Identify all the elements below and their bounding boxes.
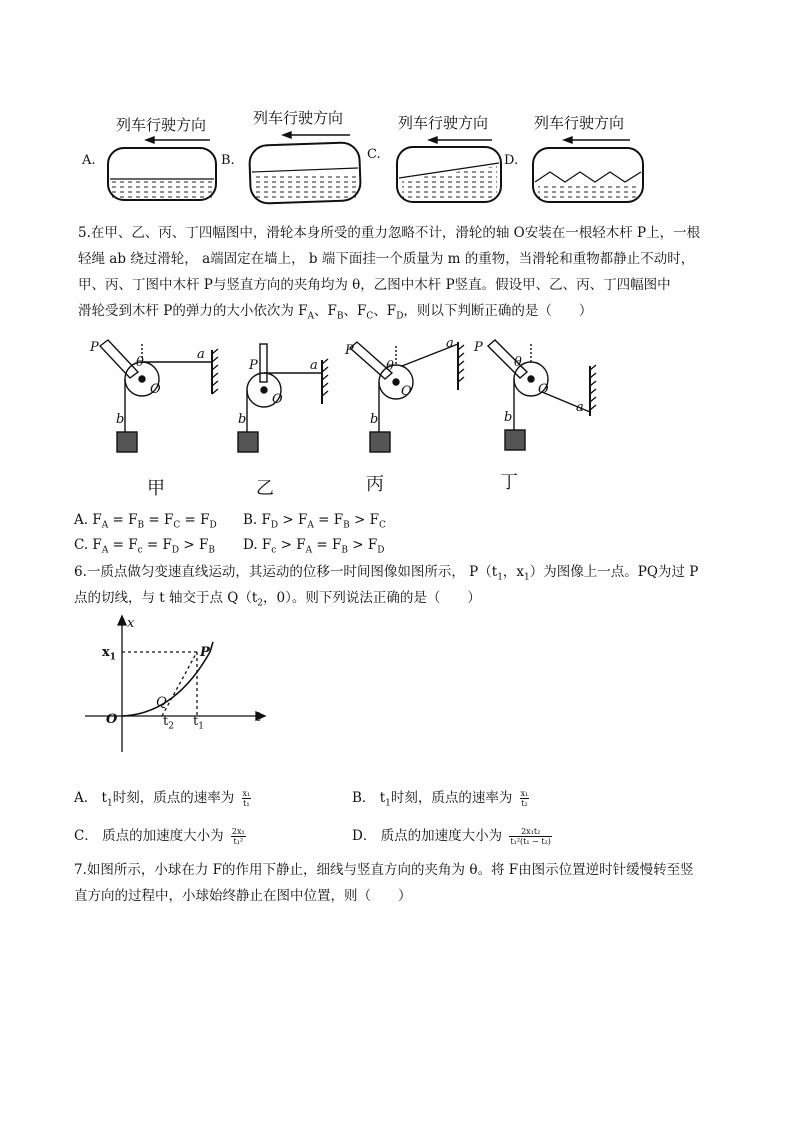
ding-label-theta: θ (514, 355, 522, 370)
q6-option-b[interactable]: B． $t_1$时刻，质点的速率为 $\frac{\text{x₁}}{\text{t₂}}$ (352, 789, 529, 809)
ding-label-p: P (474, 340, 483, 355)
bing-label-a: a (446, 336, 454, 351)
q5-option-c[interactable]: C. $F_A = F_c = F_D > F_B$ (74, 537, 215, 556)
graph-q-label: Q (156, 695, 167, 710)
train-label-b: B. (221, 153, 235, 168)
jia-label-b: b (116, 412, 125, 427)
yi-label-b: b (238, 412, 247, 427)
ding-label-b: b (504, 410, 513, 425)
bing-label-p: P (345, 343, 354, 358)
train-label-c: C. (367, 147, 381, 162)
q6-option-d-text: D． 质点的加速度大小为 (352, 828, 503, 844)
yi-label-o: O (272, 392, 283, 407)
q6-line-2: 点的切线，与 t 轴交于点 $Q(t_2$，0）。则下列说法正确的是（ ） (74, 590, 481, 609)
frac-x1-over-t1: $\frac{\text{x₁}}{\text{t₁}}$ (242, 789, 251, 808)
q5-option-a[interactable]: A. $F_A = F_B = F_C = F_D$ (74, 512, 217, 531)
q5-line-4-tail: ，则以下判断正确的是（ ） (403, 303, 593, 319)
q6-line-1-text: 6.一质点做匀变速直线运动，其运动的位移一时间图像如图所示， P（t (74, 564, 498, 580)
frac-2x1-over-t1sq: $\frac{\text{2x₁}}{\text{t₁²}}$ (231, 827, 245, 846)
q5-option-d-prefix: D. F (243, 537, 272, 553)
q7-line-1: 7.如图所示，小球在力 F的作用下静止，细线与竖直方向的夹角为 θ。将 F由图示位置逆时针缓慢转至竖 (74, 862, 694, 878)
q6-option-c[interactable] (74, 824, 246, 846)
q6-option-c-text: C． 质点的加速度大小为 (74, 828, 224, 844)
graph-origin-label: O (106, 712, 118, 727)
bing-label-o: O (401, 384, 412, 399)
ding-label-o: O (538, 382, 549, 397)
q5-option-b[interactable]: B. $F_D > F_A = F_B > F_C$ (243, 512, 386, 531)
train-tanks-svg (0, 0, 794, 215)
q7-line-2: 直方向的过程中，小球始终静止在图中位置，则（ ） (74, 888, 412, 904)
q6-option-b-text: 时刻，质点的速率为 (390, 790, 513, 806)
train-label-d: D. (504, 153, 519, 168)
graph-t1-sub: 1 (198, 721, 204, 732)
q5-line-3: 甲、丙、丁图中木杆 P与竖直方向的夹角均为 θ，乙图中木杆 P竖直。假设甲、乙、丙、丁四幅图中 (78, 277, 671, 293)
graph-y-axis-label: x (127, 616, 135, 631)
q6-option-d[interactable] (352, 824, 552, 846)
q5-option-d[interactable]: D. $F_c > F_A = F_B > F_D$ (243, 537, 385, 556)
graph-t1-label (193, 714, 204, 732)
yi-label-p: P (249, 358, 258, 373)
frac-d-expression: $\frac{\text{2x₁t₂}}{\text{t₁²(t₁ − t₂)}}$ (510, 827, 551, 846)
q5-option-b-prefix: B. F (243, 512, 271, 528)
q5-line-4-text: 滑轮受到木杆 P的弹力的大小依次为 F (78, 303, 308, 319)
graph-t2-sub: 2 (168, 721, 174, 732)
q5-line-4: 滑轮受到木杆 P的弹力的大小依次为 $F_A$、$F_B$、$F_C$、$F_D$，则以下判断正确的是（ ） (78, 303, 593, 322)
ding-label-a: a (576, 400, 584, 415)
graph-t2-letter: t (163, 714, 169, 729)
direction-label-a: 列车行驶方向 (116, 116, 207, 134)
jia-label-o: O (150, 382, 161, 397)
q5-line-2: 轻绳 ab 绕过滑轮， a端固定在墙上， b 端下面挂一个质量为 m 的重物，当滑轮和重物都静止不动时， (78, 251, 695, 267)
panel-name-bing: 丙 (366, 474, 384, 495)
q6-option-a-prefix: A． t (74, 790, 107, 806)
direction-label-c: 列车行驶方向 (398, 114, 489, 132)
q6-option-a[interactable]: A． $t_1$时刻，质点的速率为 $\frac{\text{x₁}}{\text{t₁}}$ (74, 789, 251, 809)
q6-option-a-text: 时刻，质点的速率为 (112, 790, 235, 806)
direction-label-b: 列车行驶方向 (253, 109, 344, 127)
q6-option-b-prefix: B． t (352, 790, 386, 806)
graph-x1-sub: 1 (109, 652, 117, 663)
graph-x1-label (102, 645, 116, 663)
graph-t1-letter: t (193, 714, 199, 729)
direction-label-d: 列车行驶方向 (534, 114, 625, 132)
jia-label-theta: θ (136, 355, 144, 370)
q6-line-2-tail: ，0）。则下列说法正确的是（ ） (263, 590, 481, 606)
graph-t2-label (163, 714, 174, 732)
graph-p-label: P (200, 645, 210, 660)
q5-option-c-prefix: C. F (74, 537, 102, 553)
panel-name-yi: 乙 (256, 478, 274, 499)
q6-line-1-tail: ）为图像上一点。PQ为过 P (529, 564, 699, 580)
jia-label-p: P (90, 340, 99, 355)
panel-name-jia: 甲 (147, 478, 165, 499)
panel-name-ding: 丁 (500, 472, 518, 493)
graph-x-axis-label: t (256, 710, 262, 725)
xt-graph (80, 612, 280, 762)
q5-line-1: 5.在甲、乙、丙、丁四幅图中，滑轮本身所受的重力忽略不计，滑轮的轴 O安装在一根轻木杆 P上，一根 (78, 225, 701, 241)
q5-option-a-prefix: A. F (74, 512, 102, 528)
tangent-pq (162, 652, 197, 716)
q6-line-1: 6.一质点做匀变速直线运动，其运动的位移一时间图像如图所示， $P(t_1$，$x_1$）为图像上一点。PQ为过 P (74, 564, 699, 583)
jia-label-a: a (197, 347, 205, 362)
graph-x1-letter: x (102, 645, 110, 660)
q6-line-2-text: 点的切线，与 t 轴交于点 Q（t (74, 590, 258, 606)
train-label-a: A. (82, 153, 96, 168)
bing-label-b: b (370, 412, 379, 427)
yi-label-a: a (310, 358, 318, 373)
frac-x1-over-t2: $\frac{\text{x₁}}{\text{t₂}}$ (520, 789, 529, 808)
bing-label-theta: θ (386, 359, 394, 374)
